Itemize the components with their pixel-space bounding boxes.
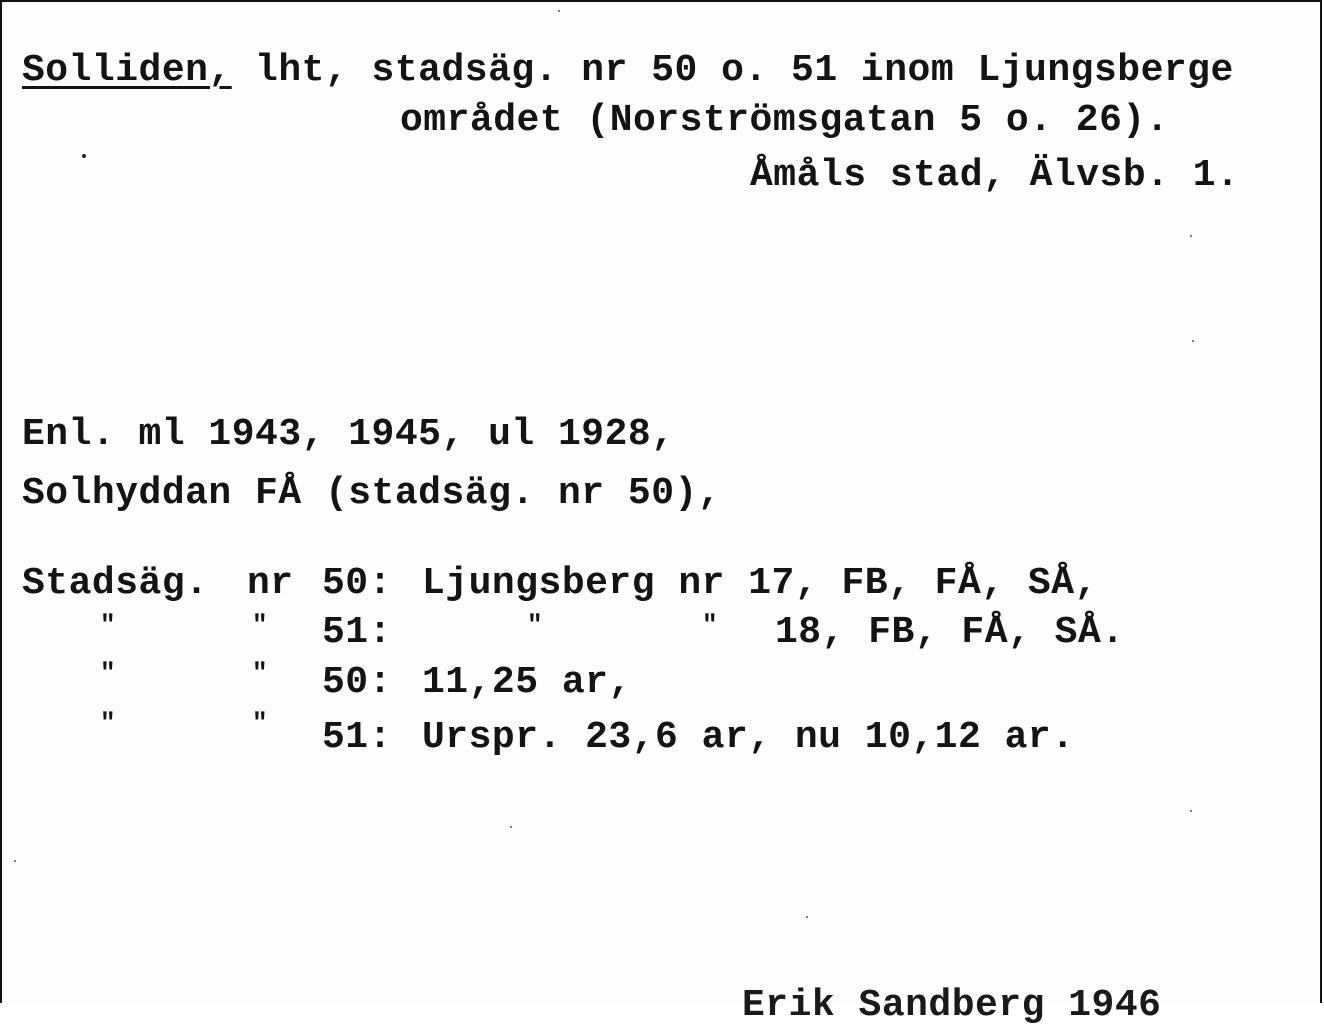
scan-speck [1192, 340, 1194, 342]
sources-line-1: Enl. ml 1943, 1945, ul 1928, [22, 413, 675, 456]
ditto-mark: " [100, 610, 117, 640]
entry-number: 50: [322, 661, 392, 704]
signature: Erik Sandberg 1946 [742, 984, 1162, 1027]
entry-label: Stadsäg. [22, 562, 209, 605]
header-line-1-rest: lht, stadsäg. nr 50 o. 51 inom Ljungsberge [231, 49, 1234, 92]
scan-speck [558, 10, 560, 12]
entry-nr: nr [247, 562, 294, 605]
scan-speck [14, 860, 16, 862]
ditto-mark: " [702, 610, 719, 640]
place-name: Solliden, [22, 49, 232, 92]
scan-speck [806, 916, 808, 918]
entry-number: 51: [322, 716, 392, 759]
entry-number: 51: [322, 611, 392, 654]
entry-text: Ljungsberg nr 17, FB, FÅ, SÅ, [422, 562, 1098, 605]
header-line-2: området (Norströmsgatan 5 o. 26). [400, 99, 1170, 142]
ditto-mark: " [252, 610, 269, 640]
entry-text: 11,25 ar, [422, 661, 632, 704]
ditto-mark: " [252, 658, 269, 688]
ditto-mark: " [100, 658, 117, 688]
ditto-mark: " [252, 708, 269, 738]
scan-speck [1190, 235, 1192, 237]
ditto-mark: " [100, 708, 117, 738]
header-line-1 [22, 49, 1234, 92]
entry-number: 50: [322, 562, 392, 605]
scan-speck [82, 154, 86, 158]
ditto-mark: " [527, 610, 544, 640]
scan-speck [510, 826, 512, 828]
entry-text: Urspr. 23,6 ar, nu 10,12 ar. [422, 716, 1075, 759]
entry-text: 18, FB, FÅ, SÅ. [775, 611, 1125, 654]
sources-line-2: Solhyddan FÅ (stadsäg. nr 50), [22, 472, 722, 515]
scan-speck [1190, 810, 1192, 812]
header-line-3: Åmåls stad, Älvsb. 1. [750, 154, 1240, 197]
